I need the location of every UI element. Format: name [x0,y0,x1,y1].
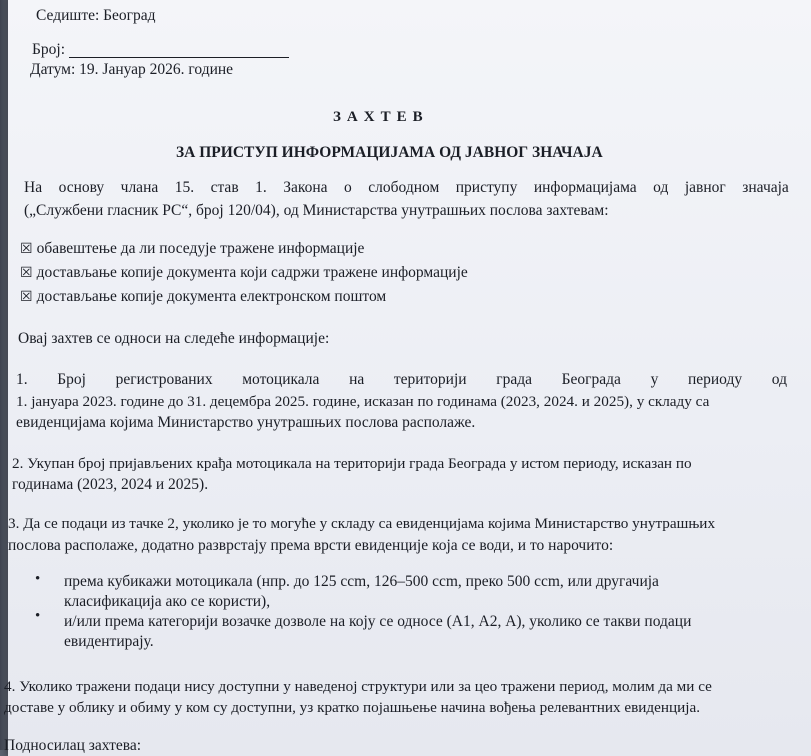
intro-word: информацијама [533,179,637,196]
item-3-line-1: 3. Да се подаци из тачке 2, уколико је то могуће у складу са евиденцијама којима Министарство унутрашњих [8,515,716,532]
item-1-word: Београда [561,371,621,388]
number-underline [69,43,289,58]
intro-word: о [344,179,352,196]
item-1-line-1 [16,372,787,388]
intro-word: приступу [455,179,518,196]
item-2-line-2: годинама (2023, 2024 и 2025). [12,476,209,493]
number-label: Број: [32,41,66,58]
item-1-word: територији [393,371,467,388]
intro-word: 1. [255,179,267,196]
bullet-1-line-1: према кубикажи мотоцикала (нпр. до 125 ccm, 126–500 ccm, преко 500 ccm, или другачија [64,573,659,590]
bullet-icon: • [35,571,41,587]
item-1-line-3: евиденцијама којима Министарство унутрашњих послова располаже. [16,414,476,431]
item-4-line-1: 4. Уколико тражени подаци нису доступни у наведеној структури или за цео тражени период, молим да ми се [4,678,712,695]
bullet-2-line-2: евидентирају. [64,633,154,650]
signature-label: Подносилац захтева: [4,737,142,754]
item-1-word: 1. [16,371,28,388]
intro-word: од [653,179,669,196]
seat-line: Седиште: Београд [36,7,156,24]
item-1-word: од [771,371,787,388]
intro-line-1 [24,180,789,196]
item-1-word: у [650,371,659,388]
intro-word: слободном [368,179,440,196]
document-subtitle: ЗА ПРИСТУП ИНФОРМАЦИЈАМА ОД ЈАВНОГ ЗНАЧАЈА [176,144,603,161]
checkbox-label: достављање копије документа који садржи тражене информације [36,264,468,281]
bullet-icon: • [35,608,41,624]
checked-box-icon[interactable]: ☒ [20,241,33,257]
date-line: Датум: 19. Јануар 2026. године [30,61,234,78]
info-intro: Овај захтев се односи на следеће информације: [18,330,330,347]
number-line [32,42,289,58]
intro-word: јавног [684,179,726,196]
intro-word: значаја [742,179,789,196]
document-title: ЗАХТЕВ [333,109,429,125]
item-1-word: мотоцикала [242,371,320,388]
item-2-line-1: 2. Укупан број пријављених крађа мотоцикала на територији града Београда у истом периоду, исказан по [12,455,692,472]
item-1-line-2: 1. јануара 2023. године до 31. децембра 2025. године, исказан по годинама (2023, 2024. и 2025), у складу са [16,393,710,410]
intro-word: 15. [174,179,195,196]
item-1-word: регистрованих [115,371,213,388]
document-page [4,0,811,756]
item-1-word: периоду [687,371,743,388]
intro-word: члана [120,179,159,196]
checkbox-item[interactable] [20,265,468,281]
bullet-1-line-2: класификација ако се користи), [64,593,271,610]
intro-word: На [24,179,43,196]
item-1-word: Број [57,371,86,388]
checked-box-icon[interactable]: ☒ [20,289,33,305]
bullet-2-line-1: и/или према категорији возачке дозволе на коју се односе (А1, А2, А), уколико се такви подаци [64,613,692,630]
checkbox-label: достављање копије документа електронском поштом [36,288,387,305]
intro-word: Закона [283,179,328,196]
checkbox-item[interactable] [20,241,364,257]
checkbox-item[interactable] [20,289,386,305]
checkbox-label: обавештење да ли поседује тражене информације [36,240,365,257]
intro-word: став [210,179,239,196]
item-1-word: града [496,371,532,388]
item-1-word: на [349,371,365,388]
intro-word: основу [58,179,105,196]
intro-line-2: („Службени гласник РС“, број 120/04), од Министарства унутрашњих послова захтевам: [24,202,609,219]
item-3-line-2: послова располаже, додатно разврстају према врсти евиденције која се води, и то нарочито: [8,537,614,554]
checked-box-icon[interactable]: ☒ [20,265,33,281]
item-4-line-2: доставе у облику и обиму у ком су доступни, уз кратко појашњење начина вођења релевантних евиденција. [4,699,701,716]
